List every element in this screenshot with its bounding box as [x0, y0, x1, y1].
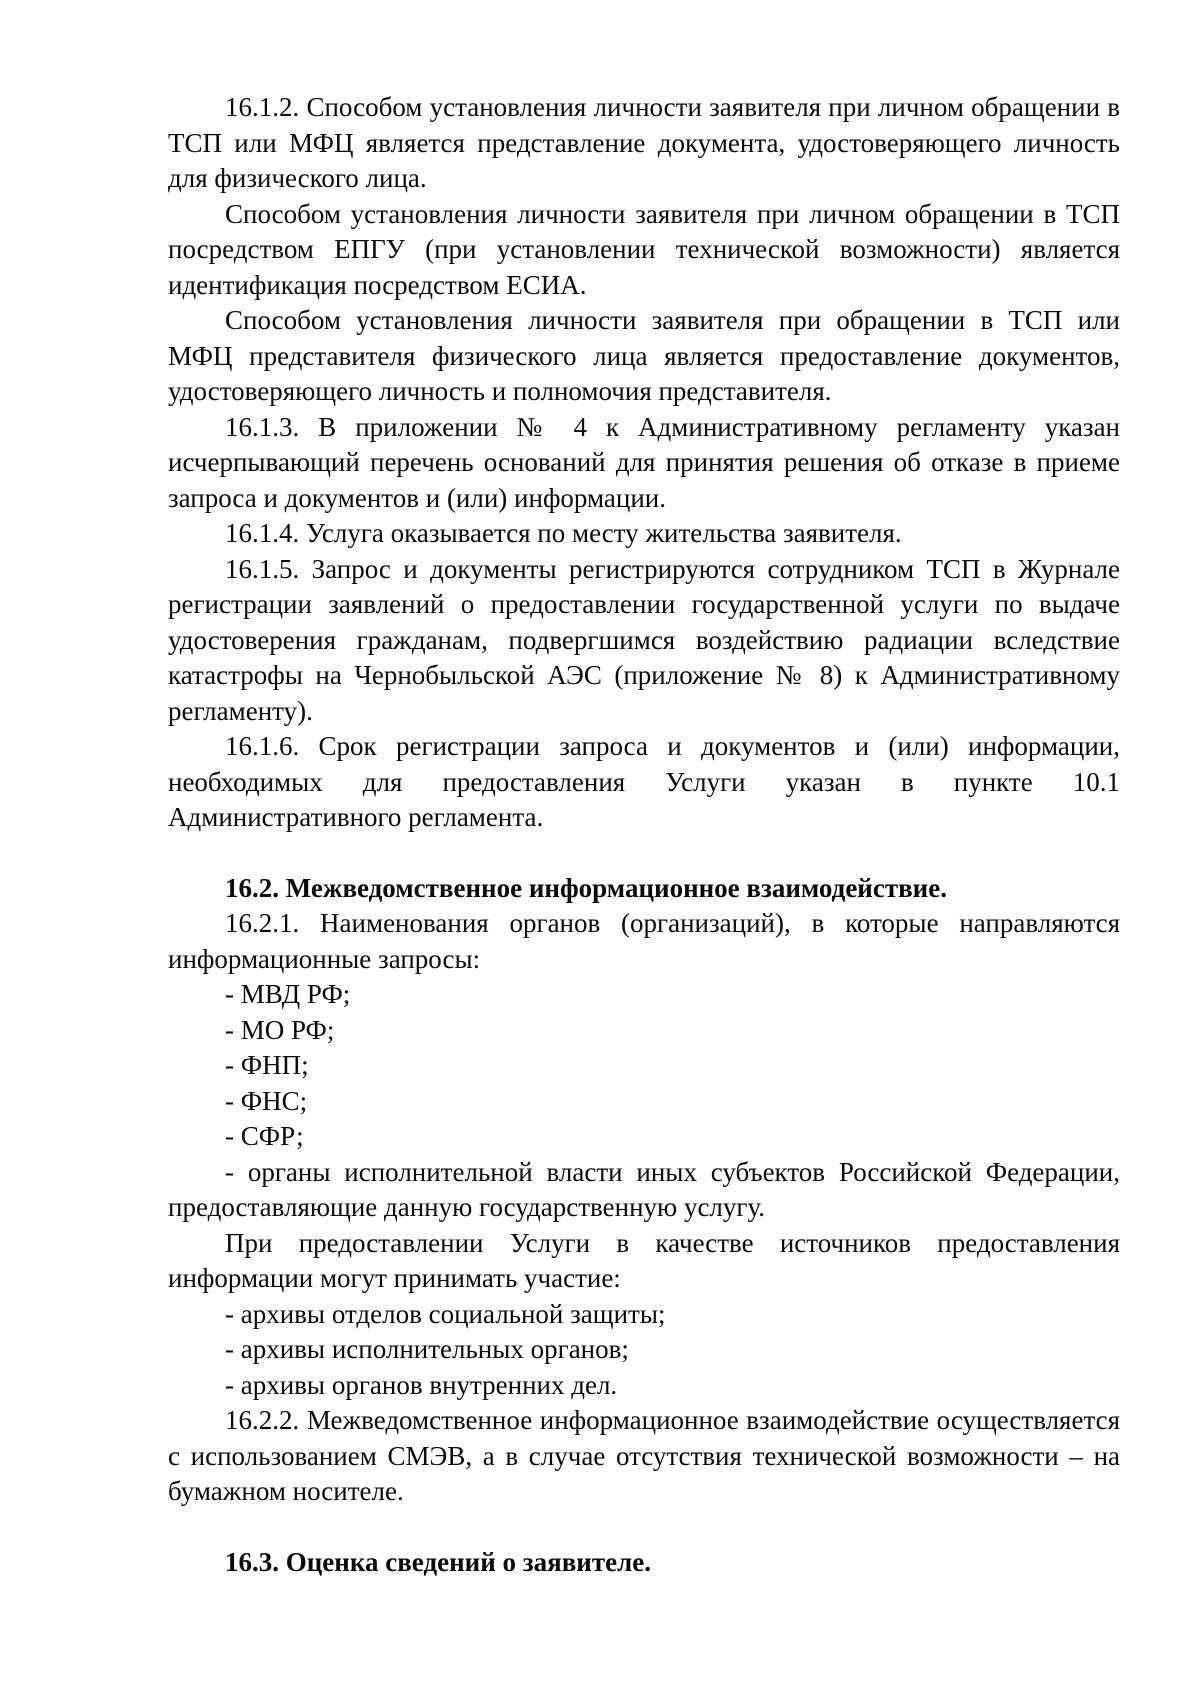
list-item-body: - МВД РФ; [225, 979, 351, 1009]
paragraph-representative-identification: Способом установления личности заявителя при обращении в ТСП или МФЦ представителя физического лица является предоставление документов, удостоверяющего личность и полномочия представителя. [168, 305, 1120, 406]
paragraph-16-1-3: 16.1.3. В приложении № 4 к Административному регламенту указан исчерпывающий перечень оснований для принятия решения об отказе в приеме запроса и документов и (или) информации. [168, 411, 1120, 513]
list-item-archive: - архивы отделов социальной защиты; [225, 1298, 666, 1329]
section-gap [168, 1510, 1120, 1545]
section-gap [168, 836, 1120, 871]
paragraph-16-2-2: 16.2.2. Межведомственное информационное взаимодействие осуществляется с использованием СМЭВ, а в случае отсутствия технической возможности – на бумажном носителе. [168, 1405, 1120, 1506]
paragraph-16-1-5: 16.1.5. Запрос и документы регистрируются сотрудником ТСП в Журнале регистрации заявлений о предоставлении государственной услуги по выдаче удостоверения гражданам, подвергшимся воздействию радиации вследствие катастрофы на Чернобыльской АЭС (приложение № 8) к Административному регламенту). [168, 553, 1120, 726]
paragraph-16-1-6: 16.1.6. Срок регистрации запроса и документов и (или) информации, необходимых для предоставления Услуги указан в пункте 10.1 Административного регламента. [168, 731, 1120, 832]
document-page [168, 90, 1120, 1580]
heading-16-3: 16.3. Оценка сведений о заявителе. [225, 1546, 651, 1577]
paragraph-16-2-1: 16.2.1. Наименования органов (организаций), в которые направляются информационные запросы: [168, 908, 1120, 974]
list-item-body: - СФР; [225, 1121, 304, 1151]
paragraph-16-1-4: 16.1.4. Услуга оказывается по месту жительства заявителя. [225, 518, 902, 548]
paragraph-other-subjects: - органы исполнительной власти иных субъектов Российской Федерации, предоставляющие данную государственную услугу. [168, 1156, 1120, 1222]
list-item-body: - ФНП; [225, 1050, 309, 1080]
heading-16-2: 16.2. Межведомственное информационное взаимодействие. [225, 872, 947, 903]
list-item-body: - ФНС; [225, 1085, 308, 1116]
list-item-archive: - архивы органов внутренних дел. [225, 1369, 618, 1400]
paragraph-epgu-identification: Способом установления личности заявителя при личном обращении в ТСП посредством ЕПГУ (при установлении технической возможности) является идентификация посредством ЕСИА. [168, 198, 1120, 300]
paragraph-information-sources: При предоставлении Услуги в качестве источников предоставления информации могут принимать участие: [168, 1227, 1120, 1293]
list-item-archive: - архивы исполнительных органов; [225, 1334, 629, 1364]
list-item-body: - МО РФ; [225, 1014, 335, 1045]
paragraph-16-1-2: 16.1.2. Способом установления личности заявителя при личном обращении в ТСП или МФЦ является представление документа, удостоверяющего личность для физического лица. [168, 92, 1120, 193]
